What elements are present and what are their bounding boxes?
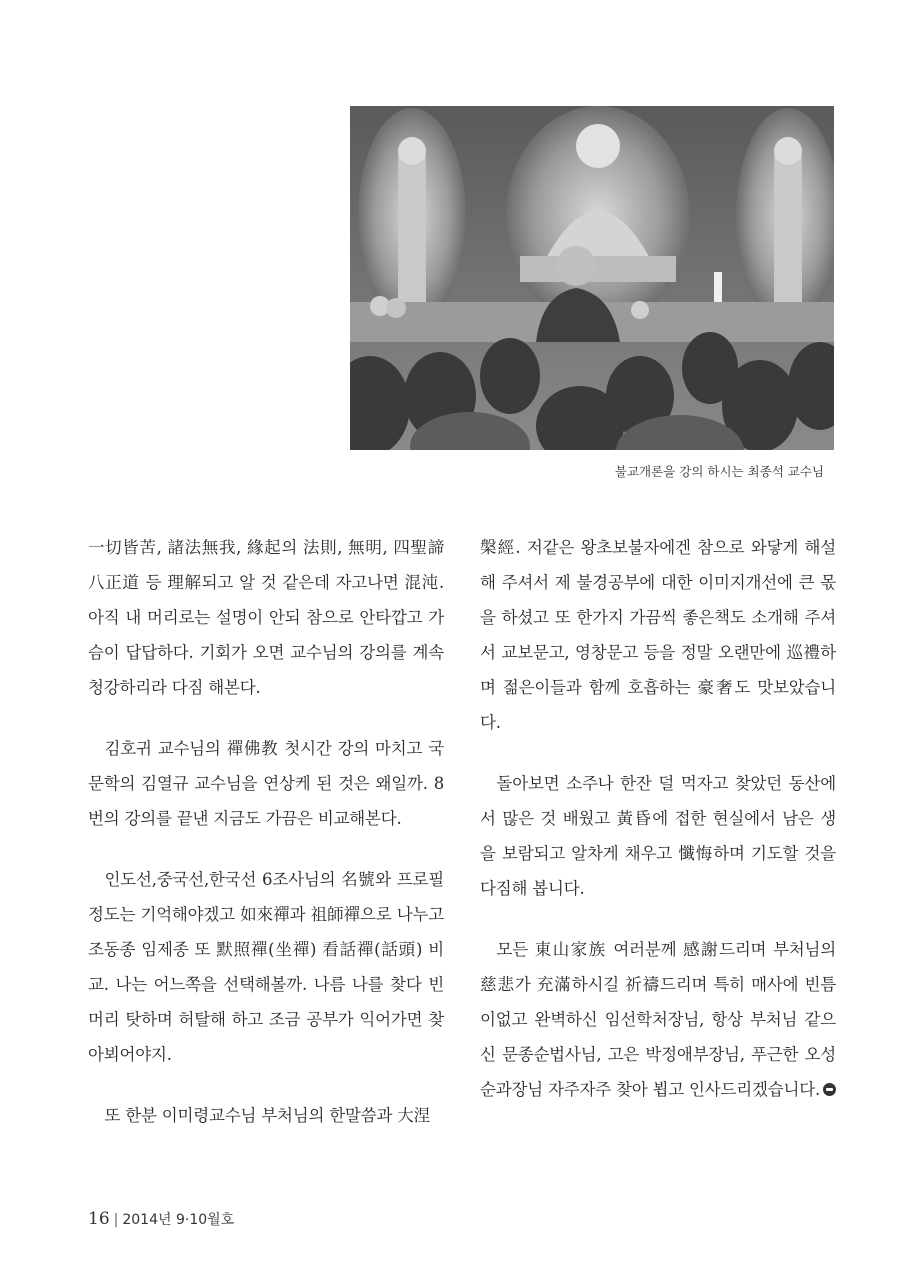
issue-label: 2014년 9·10월호 [122,1212,235,1228]
paragraph: 돌아보면 소주나 한잔 덜 먹자고 찾았던 동산에서 많은 것 배웠고 黃昏에 접한 현실에서 남은 생을 보람되고 알차게 채우고 懺悔하며 기도할 것을 다짐해 봅니다. [480,774,836,898]
photo-caption: 불교개론을 강의 하시는 최종석 교수님 [614,464,824,479]
footer-divider: | [113,1212,119,1228]
lecture-photo [350,106,834,450]
end-mark-icon [823,1083,836,1096]
paragraph-text: 모든 東山家族 여러분께 感謝드리며 부처님의 慈悲가 充滿하시길 祈禱드리며 특히 매사에 빈틈이없고 완벽하신 임선학처장님, 항상 부처님 같으신 문종순법사님, 고은 박정애부장님, 푸근한 오성순과장님 자주자주 찾아 뵙고 인사드리겠습니다. [480,940,836,1099]
paragraph: 또 한분 이미령교수님 부처님의 한말씀과 大涅 [104,1106,430,1125]
page-footer [88,1209,234,1229]
page-number: 16 [88,1209,110,1229]
paragraph: 槃經. 저같은 왕초보불자에겐 참으로 와닿게 해설해 주셔서 제 불경공부에 대한 이미지개선에 큰 몫을 하셨고 또 한가지 가끔씩 좋은책도 소개해 주셔서 교보문고, 영창문고 등을 정말 오랜만에 巡禮하며 젊은이들과 함께 호흡하는 豪奢도 맛보았습니다. [480,538,836,732]
left-column [88,530,444,1159]
paragraph: 一切皆苦, 諸法無我, 緣起의 法則, 無明, 四聖諦 八正道 등 理解되고 알 것 같은데 자고나면 混沌. 아직 내 머리로는 설명이 안되 참으로 안타깝고 가슴이 답답하다. 기회가 오면 교수님의 강의를 계속 청강하리라 다짐 해본다. [88,538,444,697]
paragraph: 김호귀 교수님의 禪佛教 첫시간 강의 마치고 국문학의 김열규 교수님을 연상케 된 것은 왜일까. 8번의 강의를 끝낸 지금도 가끔은 비교해본다. [88,739,444,828]
last-paragraph [480,932,836,1107]
paragraph: 인도선,중국선,한국선 6조사님의 名號와 프로필정도는 기억해야겠고 如來禪과 祖師禪으로 나누고 조동종 임제종 또 默照禪(坐禪) 看話禪(話頭) 비교. 나는 어느쪽을 선택해볼까. 나름 나를 찾다 빈머리 탓하며 허탈해 하고 조금 공부가 익어가면 찾아뵈어야지. [88,870,444,1064]
photo-illustration [350,106,834,450]
right-column [480,530,836,1133]
